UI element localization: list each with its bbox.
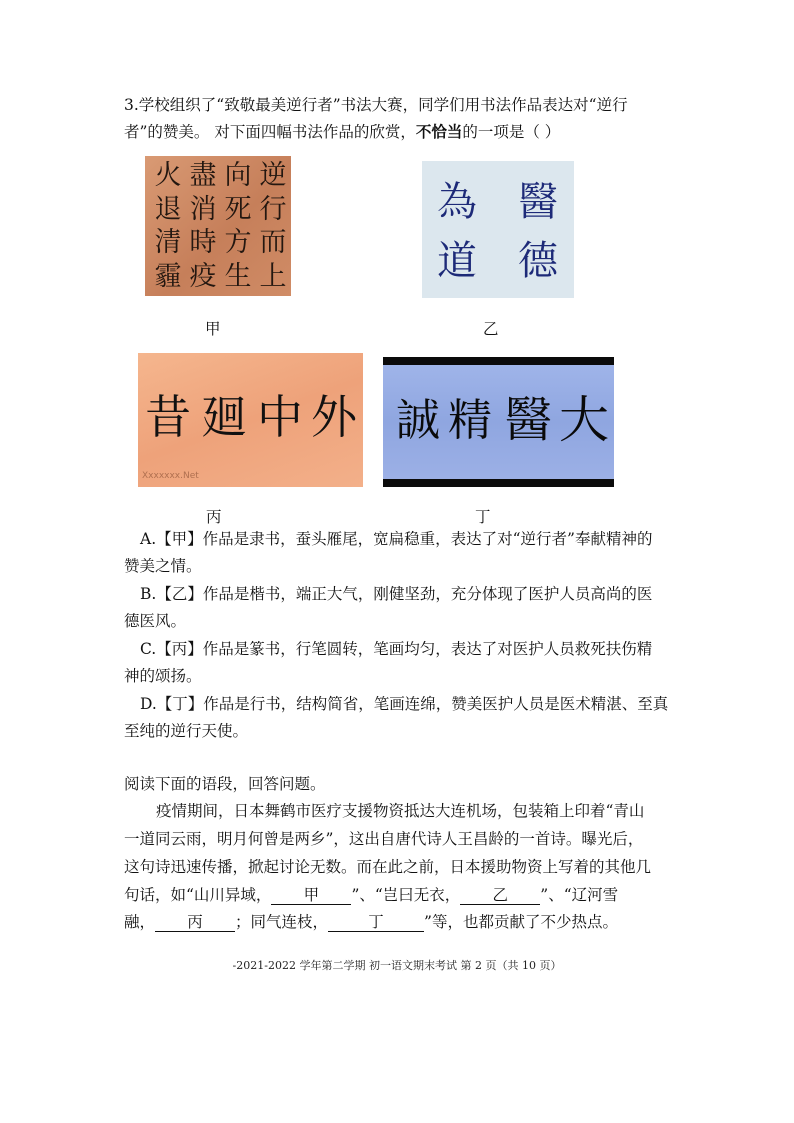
reading-heading: 阅读下面的语段，回答问题。	[124, 775, 326, 793]
calligraphy-glyph: 向	[224, 160, 252, 191]
calligraphy-glyph: 而	[259, 227, 287, 258]
calligraphy-ding-char-4: 大	[559, 391, 609, 449]
blank-bing[interactable]: 丙	[155, 913, 235, 932]
calligraphy-glyph: 火	[154, 160, 182, 191]
option-c-line-1: C.【丙】作品是篆书，行笔圆转，笔画均匀，表达了对医护人员救死扶伤精	[140, 640, 653, 658]
image-watermark: Xxxxxxx.Net	[142, 471, 199, 481]
question-line-1: 3.学校组织了“致敬最美逆行者”书法大赛，同学们用书法作品表达对“逆行	[124, 96, 628, 114]
question-text: 者”的赞美。 对下面四幅书法作品的欣赏，	[124, 123, 416, 141]
calligraphy-bing-char-1: 昔	[145, 390, 191, 444]
option-b-line-1: B.【乙】作品是楷书，端正大气，刚健坚劲，充分体现了医护人员高尚的医	[140, 585, 653, 603]
calligraphy-glyph: 方	[224, 227, 252, 258]
passage-line-4	[124, 885, 618, 905]
passage-line-5	[124, 912, 618, 932]
calligraphy-glyph: 退	[154, 193, 182, 225]
calligraphy-jia-col-1	[258, 159, 288, 293]
calligraphy-yi-char-2: 醫	[518, 179, 558, 225]
calligraphy-glyph: 上	[259, 260, 287, 292]
caption-bing: 丙	[206, 508, 222, 526]
page-footer: -2021-2022 学年第二学期 初一语文期末考试 第 2 页（共 10 页）	[232, 959, 562, 972]
calligraphy-yi-char-4: 德	[518, 238, 558, 284]
passage-line-3: 这句诗迅速传播，掀起讨论无数。而在此之前，日本援助物资上写着的其他几	[124, 858, 652, 876]
calligraphy-glyph: 逆	[259, 160, 287, 191]
blank-yi[interactable]: 乙	[460, 886, 540, 905]
calligraphy-glyph: 清	[154, 227, 182, 258]
caption-jia: 甲	[205, 320, 221, 338]
calligraphy-ding-char-3: 醫	[503, 392, 552, 448]
option-d-line-2: 至纯的逆行天使。	[124, 722, 249, 740]
passage-text: ；同气连枝，	[235, 913, 329, 931]
calligraphy-glyph: 霾	[154, 260, 182, 292]
calligraphy-glyph: 疫	[189, 260, 217, 292]
calligraphy-jia-col-2	[223, 159, 253, 293]
option-a-line-1: A.【甲】作品是隶书，蚕头雁尾，宽扁稳重，表达了对“逆行者”奉献精神的	[140, 530, 653, 548]
question-line-2	[124, 122, 560, 142]
calligraphy-bing-char-2: 廻	[201, 390, 247, 444]
calligraphy-jia-col-4	[153, 159, 183, 293]
passage-line-1: 疫情期间，日本舞鹤市医疗支援物资抵达大连机场，包装箱上印着“青山	[156, 802, 645, 820]
calligraphy-ding-panel	[383, 365, 614, 479]
calligraphy-yi-char-1: 為	[437, 179, 477, 225]
calligraphy-ding-char-1: 誠	[396, 395, 440, 446]
option-c-line-2: 神的颂扬。	[124, 667, 202, 685]
passage-text: ”、“辽河雪	[540, 886, 619, 904]
calligraphy-glyph: 生	[224, 260, 252, 292]
caption-yi: 乙	[483, 320, 499, 338]
passage-text: ”、“岂曰无衣，	[351, 886, 461, 904]
calligraphy-glyph: 消	[189, 193, 217, 225]
blank-jia[interactable]: 甲	[271, 886, 351, 905]
calligraphy-yi-image	[422, 161, 574, 298]
passage-line-2: 一道同云雨，明月何曾是两乡”，这出自唐代诗人王昌龄的一首诗。曝光后，	[124, 830, 644, 848]
calligraphy-ding-image	[383, 357, 614, 487]
passage-text: 融，	[124, 913, 156, 931]
option-d-line-1: D.【丁】作品是行书，结构简省，笔画连绵，赞美医护人员是医术精湛、至真	[140, 695, 669, 713]
calligraphy-glyph: 時	[189, 227, 217, 258]
blank-ding[interactable]: 丁	[328, 913, 424, 932]
calligraphy-jia-col-3	[188, 159, 218, 293]
option-b-line-2: 德医风。	[124, 612, 187, 630]
option-a-line-2: 赞美之情。	[124, 557, 202, 575]
passage-text: ”等，也都贡献了不少热点。	[424, 913, 618, 931]
calligraphy-bing-char-3: 中	[257, 390, 303, 444]
calligraphy-yi-char-3: 道	[437, 238, 477, 284]
calligraphy-bing-image	[138, 353, 363, 487]
calligraphy-glyph: 盡	[189, 160, 217, 191]
calligraphy-bing-char-4: 外	[311, 390, 357, 444]
calligraphy-glyph: 死	[224, 193, 252, 225]
calligraphy-jia-image	[145, 156, 291, 296]
passage-text: 句话，如“山川异域，	[124, 886, 272, 904]
caption-ding: 丁	[475, 508, 491, 526]
calligraphy-ding-char-2: 精	[448, 395, 492, 446]
question-answer-bracket: 的一项是（ ）	[462, 123, 561, 141]
calligraphy-glyph: 行	[259, 193, 287, 225]
question-emphasis: 不恰当	[415, 122, 463, 141]
